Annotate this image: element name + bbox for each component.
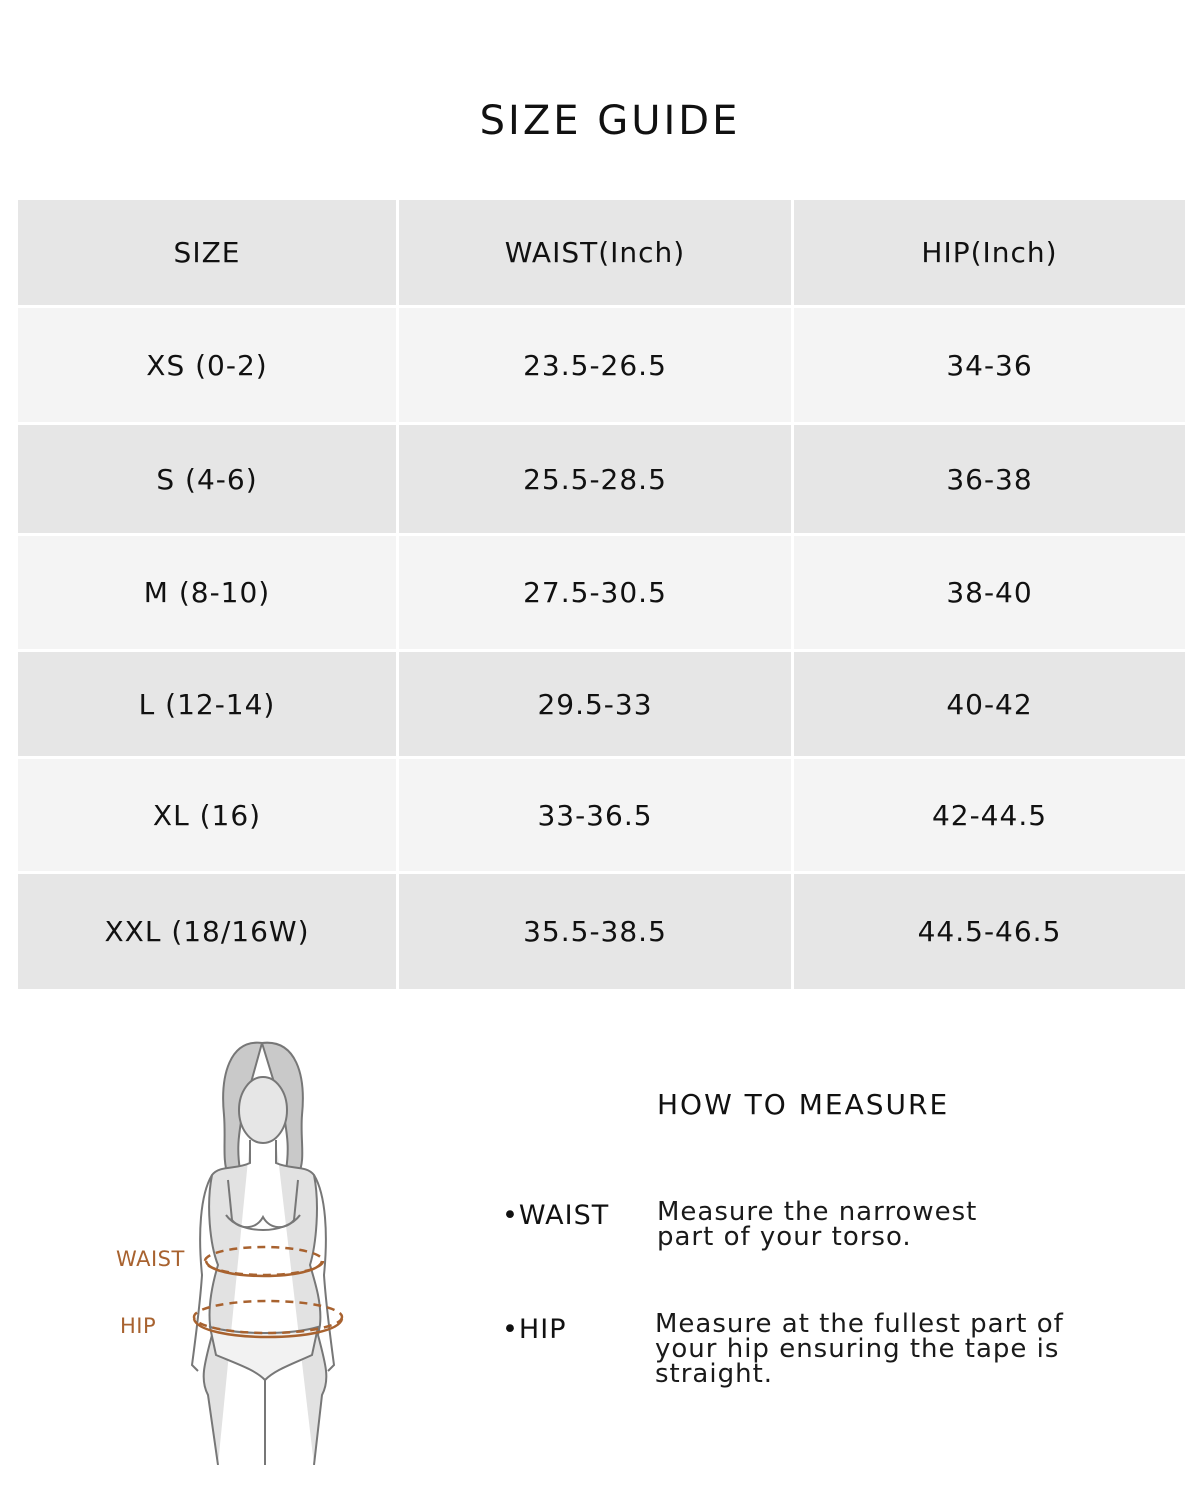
how-to-measure-title: HOW TO MEASURE xyxy=(657,1088,950,1121)
waist-cell: 25.5-28.5 xyxy=(399,425,791,533)
hip-description-line: Measure at the fullest part of xyxy=(655,1309,1064,1339)
table-row xyxy=(18,308,1185,422)
header-waist: WAIST(Inch) xyxy=(399,200,791,305)
waist-cell: 33-36.5 xyxy=(399,759,791,871)
table-row xyxy=(18,652,1185,756)
size-cell: S (4-6) xyxy=(18,425,396,533)
hip-cell: 42-44.5 xyxy=(794,759,1185,871)
hip-description-line: straight. xyxy=(655,1359,774,1389)
size-cell: L (12-14) xyxy=(18,652,396,756)
size-cell: XXL (18/16W) xyxy=(18,874,396,989)
size-cell: XL (16) xyxy=(18,759,396,871)
size-table xyxy=(18,200,1185,992)
waist-description-line: part of your torso. xyxy=(657,1222,912,1252)
hip-bullet-label: •HIP xyxy=(502,1314,567,1345)
page-title: SIZE GUIDE xyxy=(479,98,741,144)
table-row xyxy=(18,536,1185,649)
table-header-row xyxy=(18,200,1185,305)
size-cell: XS (0-2) xyxy=(18,308,396,422)
waist-bullet-label: •WAIST xyxy=(502,1200,610,1231)
hip-cell: 44.5-46.5 xyxy=(794,874,1185,989)
hip-cell: 40-42 xyxy=(794,652,1185,756)
figure-waist-label: WAIST xyxy=(116,1247,185,1271)
header-size: SIZE xyxy=(18,200,396,305)
waist-cell: 23.5-26.5 xyxy=(399,308,791,422)
waist-cell: 29.5-33 xyxy=(399,652,791,756)
figure-hip-label: HIP xyxy=(120,1314,157,1338)
table-row xyxy=(18,874,1185,989)
waist-cell: 35.5-38.5 xyxy=(399,874,791,989)
table-row xyxy=(18,425,1185,533)
hip-cell: 34-36 xyxy=(794,308,1185,422)
header-hip: HIP(Inch) xyxy=(794,200,1185,305)
table-row xyxy=(18,759,1185,871)
hip-description-line: your hip ensuring the tape is xyxy=(655,1334,1060,1364)
waist-description-line: Measure the narrowest xyxy=(657,1197,978,1227)
size-cell: M (8-10) xyxy=(18,536,396,649)
waist-cell: 27.5-30.5 xyxy=(399,536,791,649)
hip-cell: 38-40 xyxy=(794,536,1185,649)
hip-cell: 36-38 xyxy=(794,425,1185,533)
